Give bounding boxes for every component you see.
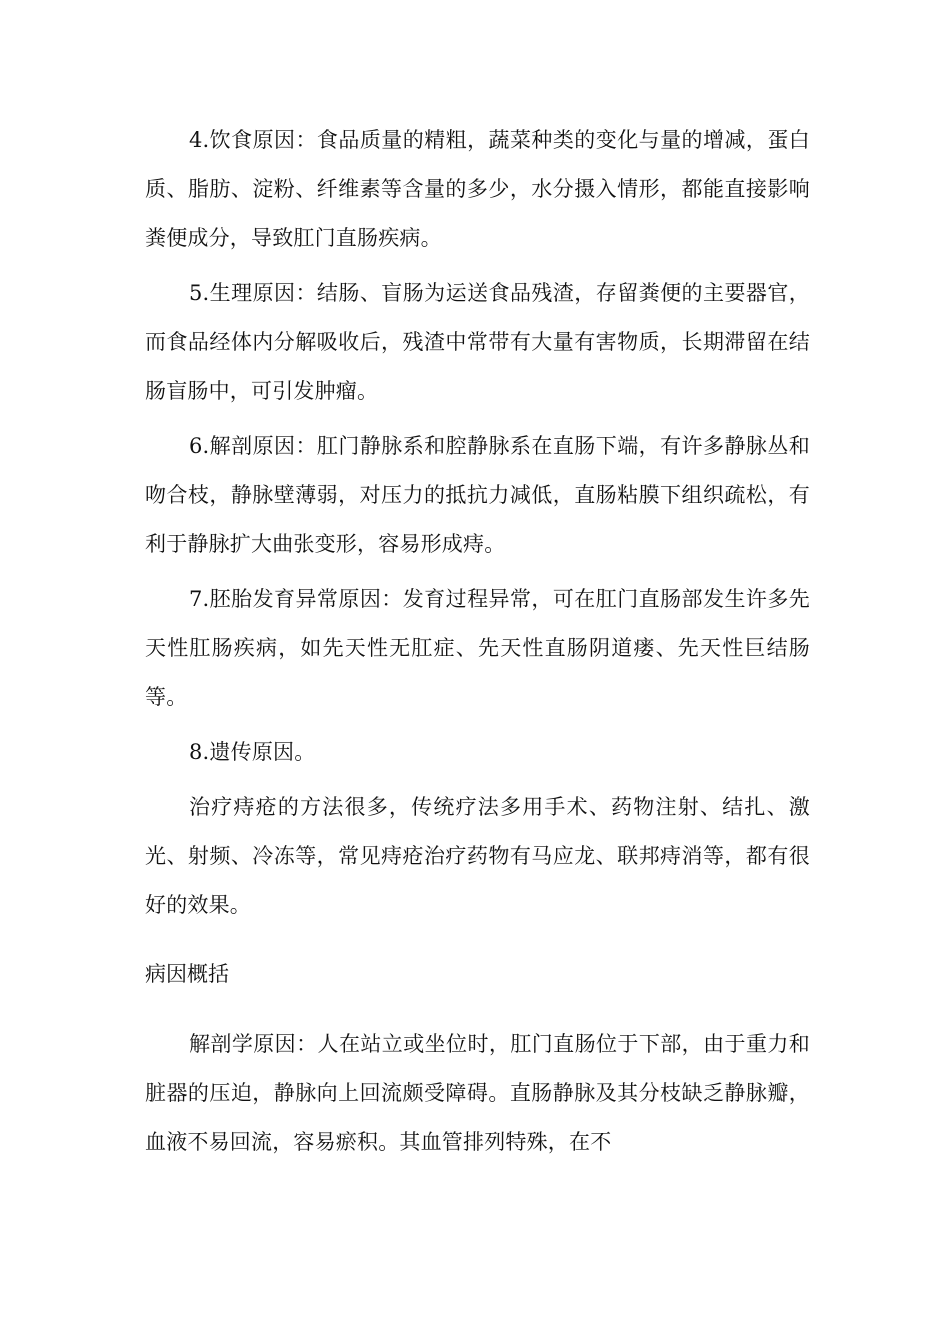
document-page [145,116,810,1173]
paragraph-anatomy-summary: 解剖学原因：人在站立或坐位时，肛门直肠位于下部，由于重力和脏器的压迫，静脉向上回流颇受障碍。直肠静脉及其分枝缺乏静脉瓣，血液不易回流，容易瘀积。其血管排列特殊，在不 [145,1032,810,1154]
paragraph-genetic-cause: 8.遗传原因。 [189,740,316,764]
paragraph-anatomical-cause: 6.解剖原因：肛门静脉系和腔静脉系在直肠下端，有许多静脉丛和吻合枝，静脉壁薄弱，对压力的抵抗力减低，直肠粘膜下组织疏松，有利于静脉扩大曲张变形，容易形成痔。 [145,434,810,556]
paragraph-diet-cause: 4.饮食原因：食品质量的精粗，蔬菜种类的变化与量的增减，蛋白质、脂肪、淀粉、纤维素等含量的多少，水分摄入情形，都能直接影响粪便成分，导致肛门直肠疾病。 [145,128,810,250]
paragraph-treatment: 治疗痔疮的方法很多，传统疗法多用手术、药物注射、结扎、激光、射频、冷冻等，常见痔疮治疗药物有马应龙、联邦痔消等，都有很好的效果。 [145,795,810,917]
paragraph-embryonic-cause: 7.胚胎发育异常原因：发育过程异常，可在肛门直肠部发生许多先天性肛肠疾病，如先天性无肛症、先天性直肠阴道瘘、先天性巨结肠等。 [145,587,810,709]
paragraph-physiological-cause: 5.生理原因：结肠、盲肠为运送食品残渣，存留粪便的主要器官，而食品经体内分解吸收后，残渣中常带有大量有害物质，长期滞留在结肠盲肠中，可引发肿瘤。 [145,281,810,403]
section-heading: 病因概括 [145,962,229,986]
